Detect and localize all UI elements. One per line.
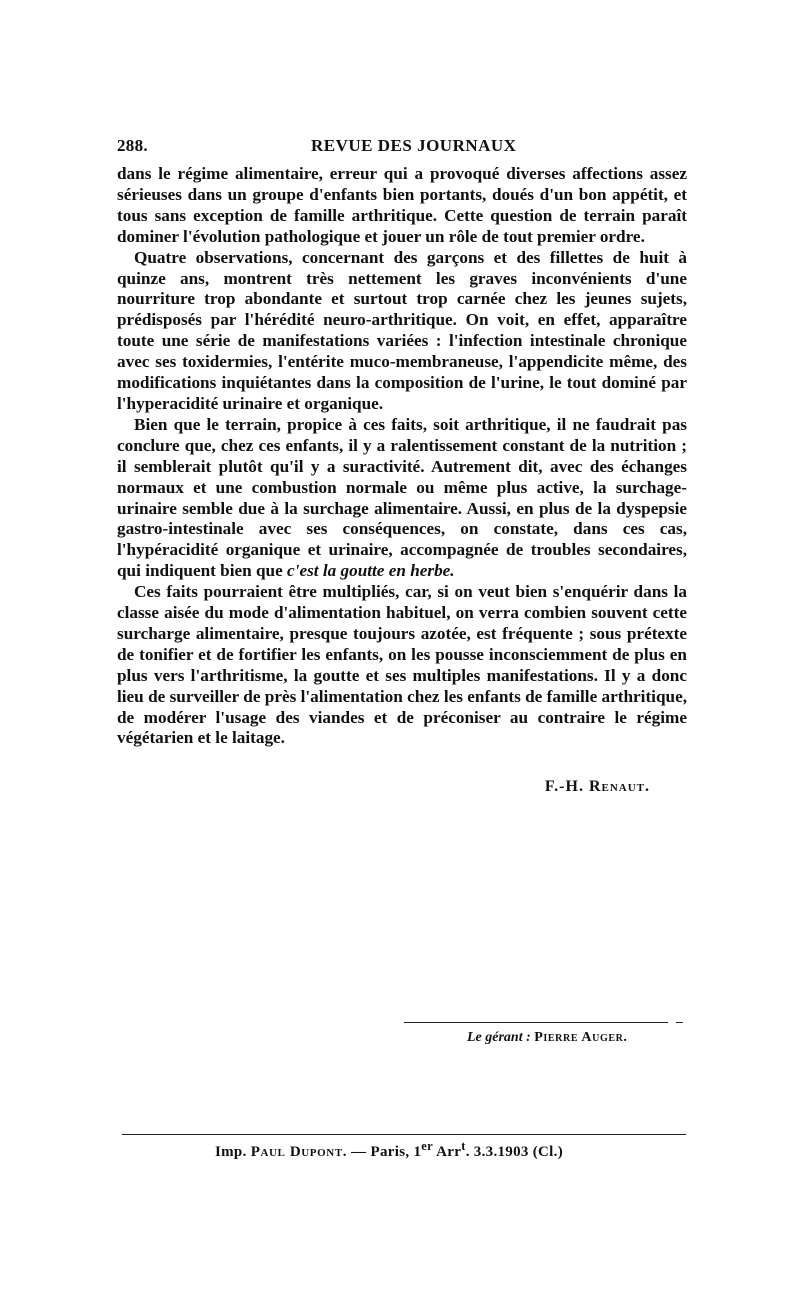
imprint-place: — Paris, 1 [351, 1144, 422, 1160]
article-body [117, 164, 687, 749]
author-surname: Renaut. [588, 778, 650, 795]
imprint-line [215, 1139, 563, 1161]
gerant-line [467, 1030, 628, 1046]
page-number: 288. [117, 136, 148, 155]
imprint-printer: Paul Dupont. [250, 1144, 348, 1160]
paragraph: Ces faits pourraient être multipliés, car, si on veut bien s'enquérir dans la classe aisée du mode d'alimentation habituel, on verra combien souvent cette surcharge alimentaire, presque toujours azotée, est fréquente ; sous prétexte de tonifier et de fortifier les enfants, on les pousse inconsciemment de plus en plus vers l'arthritisme, la goutte et ses multiples manifestations. Il y a donc lieu de surveiller de près l'alimentation chez les enfants de famille arthritique, de modérer l'usage des viandes et de préconiser au contraire le régime végétarien et le laitage. [117, 582, 687, 748]
gerant-name: Pierre Auger. [534, 1030, 628, 1045]
paragraph: Quatre observations, concernant des garçons et des fillettes de huit à quinze ans, montrent très nettement les graves inconvénients d'une nourriture trop abondante et surtout trop carnée chez les jeunes sujets, prédisposés par l'hérédité neuro-arthritique. On voit, en effet, apparaître toute une série de manifestations variées : l'infection intestinale chronique avec ses toxidermies, l'entérite muco-membraneuse, l'appendicite même, des modifications inquiétantes dans la composition de l'urine, le tout dominé par l'hyperacidité urinaire et organique. [117, 247, 687, 413]
imprint-prefix: Imp. [215, 1144, 247, 1160]
author-initials: F.-H. [544, 778, 584, 795]
running-title: REVUE DES JOURNAUX [311, 136, 517, 155]
imprint-superscript: t [461, 1139, 466, 1153]
paragraph-text: Bien que le terrain, propice à ces faits, soit arthritique, il ne faudrait pas conclure que, chez ces enfants, il y a ralentissement constant de la nutrition ; il semblerait plutôt qu'il y a suractivité. Autrement dit, avec des échanges normaux et une combustion normale ou même plus active, la surchage-urinaire semble due à la surchage alimentaire. Aussi, en plus de la dyspepsie gastro-intestinale avec ses conséquences, on constate, dans ces cas, l'hypéracidité organique et urinaire, accompagnée de troubles secondaires, qui indiquent bien que [117, 414, 687, 581]
imprint-date: . 3.3.1903 (Cl.) [465, 1144, 563, 1160]
imprint-arrondissement: Arr [432, 1144, 462, 1160]
divider [122, 1134, 686, 1135]
imprint-superscript: er [421, 1139, 433, 1153]
paragraph [117, 415, 687, 582]
divider [676, 1022, 683, 1023]
divider [404, 1022, 668, 1023]
italic-phrase: c'est la goutte en herbe. [287, 561, 455, 581]
paragraph: dans le régime alimentaire, erreur qui a provoqué diverses affections assez sérieuses dans un groupe d'enfants bien portants, doués d'un bon appétit, et tous sans exception de famille arthritique. Cette question de terrain paraît dominer l'évolution pathologique et jouer un rôle de tout premier ordre. [117, 164, 687, 246]
gerant-label: Le gérant : [467, 1030, 531, 1045]
author-signature [545, 778, 650, 796]
